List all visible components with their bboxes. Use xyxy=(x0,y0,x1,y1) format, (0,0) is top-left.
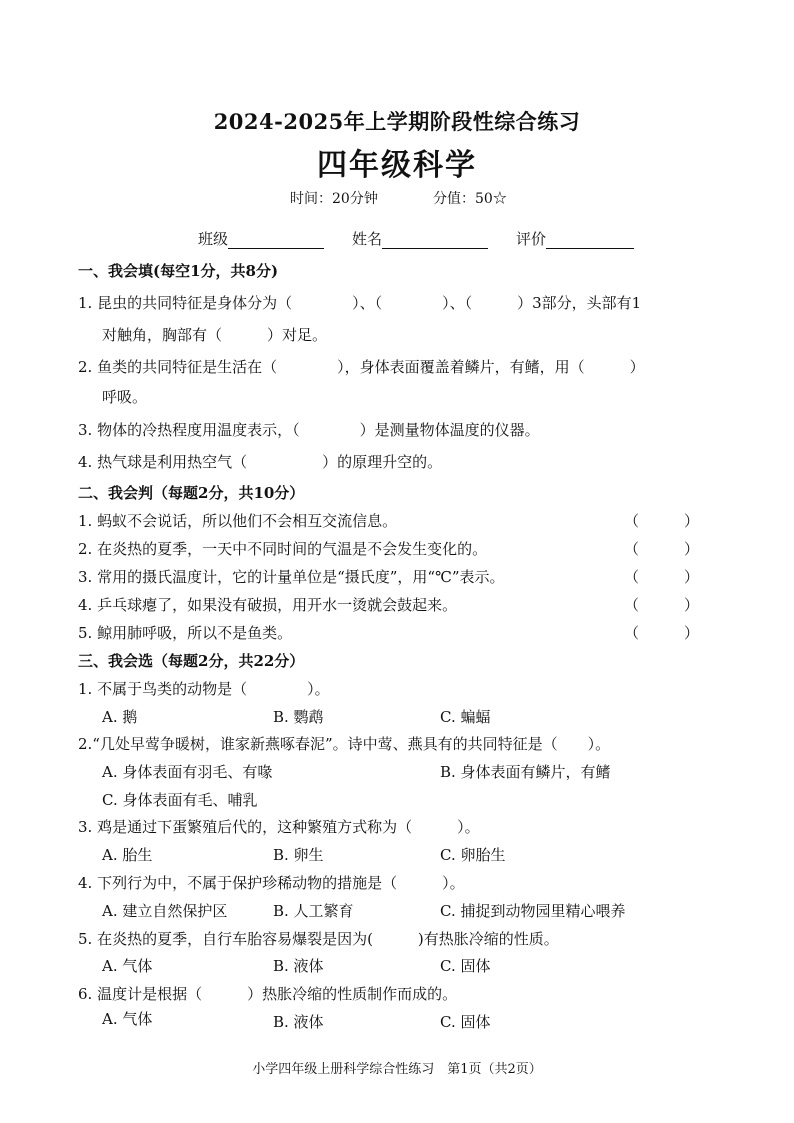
name-label: 姓名 xyxy=(352,230,383,248)
s3-q5-option-b[interactable]: B. 液体 xyxy=(273,957,324,975)
s3-q6-option-c[interactable]: C. 固体 xyxy=(440,1013,491,1031)
s3-q1-option-b[interactable]: B. 鹦鹉 xyxy=(273,708,324,726)
s2-item-5: 5. 鲸用肺呼吸，所以不是鱼类。 xyxy=(78,624,293,642)
eval-field xyxy=(516,228,634,249)
name-field xyxy=(352,228,488,249)
s1-question-2-line2: 呼吸。 xyxy=(102,388,148,406)
s3-q3-option-c[interactable]: C. 卵胎生 xyxy=(440,846,506,864)
s1-question-1-line2: 对触角，胸部有（ ）对足。 xyxy=(102,326,328,344)
s3-q3-option-b[interactable]: B. 卵生 xyxy=(273,846,324,864)
exam-score: 分值：50☆ xyxy=(433,191,507,207)
exam-title: 2024-2025年上学期阶段性综合练习 xyxy=(213,109,581,134)
class-field xyxy=(198,228,324,249)
s3-q5-option-a[interactable]: A. 气体 xyxy=(102,957,153,975)
section2-heading: 二、我会判（每题2分，共10分） xyxy=(78,484,305,502)
s2-answer-paren-5[interactable]: （ ） xyxy=(624,624,700,642)
s2-item-3: 3. 常用的摄氏温度计，它的计量单位是“摄氏度”，用“℃”表示。 xyxy=(78,568,505,586)
s3-q5-option-c[interactable]: C. 固体 xyxy=(440,957,491,975)
s3-question-3: 3. 鸡是通过下蛋繁殖后代的，这种繁殖方式称为（ ）。 xyxy=(78,818,480,836)
s3-q1-option-c[interactable]: C. 蝙蝠 xyxy=(440,708,491,726)
s3-q4-option-b[interactable]: B. 人工繁育 xyxy=(273,902,354,920)
s2-item-1: 1. 蚂蚁不会说话，所以他们不会相互交流信息。 xyxy=(78,512,398,530)
s3-q1-option-a[interactable]: A. 鹅 xyxy=(102,708,138,726)
class-blank[interactable] xyxy=(228,232,324,249)
class-label: 班级 xyxy=(198,230,229,248)
s1-question-3: 3. 物体的冷热程度用温度表示，（ ）是测量物体温度的仪器。 xyxy=(78,421,540,439)
eval-blank[interactable] xyxy=(546,232,634,249)
s3-q4-option-a[interactable]: A. 建立自然保护区 xyxy=(102,902,228,920)
s1-question-1-line1: 1. 昆虫的共同特征是身体分为（ ）、（ ）、（ ）3部分，头部有1 xyxy=(78,294,642,312)
s2-item-4: 4. 乒乓球瘪了，如果没有破损，用开水一烫就会鼓起来。 xyxy=(78,596,458,614)
section1-heading: 一、我会填(每空1分，共8分) xyxy=(78,262,279,280)
s2-answer-paren-2[interactable]: （ ） xyxy=(624,540,700,558)
s2-item-2: 2. 在炎热的夏季，一天中不同时间的气温是不会发生变化的。 xyxy=(78,540,488,558)
s2-answer-paren-1[interactable]: （ ） xyxy=(624,512,700,530)
s3-question-4: 4. 下列行为中，不属于保护珍稀动物的措施是（ ）。 xyxy=(78,874,465,892)
s3-q6-option-a[interactable]: A. 气体 xyxy=(102,1010,153,1028)
s3-question-5: 5. 在炎热的夏季，自行车胎容易爆裂是因为( )有热胀冷缩的性质。 xyxy=(78,930,559,948)
name-blank[interactable] xyxy=(382,232,488,249)
s2-answer-paren-4[interactable]: （ ） xyxy=(624,596,700,614)
s3-q2-option-c[interactable]: C. 身体表面有毛、哺乳 xyxy=(102,791,258,809)
page-footer: 小学四年级上册科学综合性练习 第1页（共2页） xyxy=(252,1062,542,1077)
s2-answer-paren-3[interactable]: （ ） xyxy=(624,568,700,586)
s3-q4-option-c[interactable]: C. 捕捉到动物园里精心喂养 xyxy=(440,902,626,920)
s1-question-2-line1: 2. 鱼类的共同特征是生活在（ ），身体表面覆盖着鳞片，有鳍，用（ ） xyxy=(78,358,645,376)
s3-question-1: 1. 不属于鸟类的动物是（ ）。 xyxy=(78,680,330,698)
s1-question-4: 4. 热气球是利用热空气（ ）的原理升空的。 xyxy=(78,453,443,471)
subject-title: 四年级科学 xyxy=(317,148,477,183)
section3-heading: 三、我会选（每题2分，共22分） xyxy=(78,652,305,670)
s3-q6-option-b[interactable]: B. 液体 xyxy=(273,1013,324,1031)
s3-question-2: 2.“几处早莺争暖树，谁家新燕啄春泥”。诗中莺、燕具有的共同特征是（ ）。 xyxy=(78,735,611,753)
s3-question-6: 6. 温度计是根据（ ）热胀冷缩的性质制作而成的。 xyxy=(78,985,458,1003)
s3-q2-option-a[interactable]: A. 身体表面有羽毛、有喙 xyxy=(102,763,273,781)
eval-label: 评价 xyxy=(516,230,547,248)
s3-q2-option-b[interactable]: B. 身体表面有鳞片，有鳍 xyxy=(440,763,611,781)
s3-q3-option-a[interactable]: A. 胎生 xyxy=(102,846,153,864)
exam-time: 时间：20分钟 xyxy=(290,191,378,207)
